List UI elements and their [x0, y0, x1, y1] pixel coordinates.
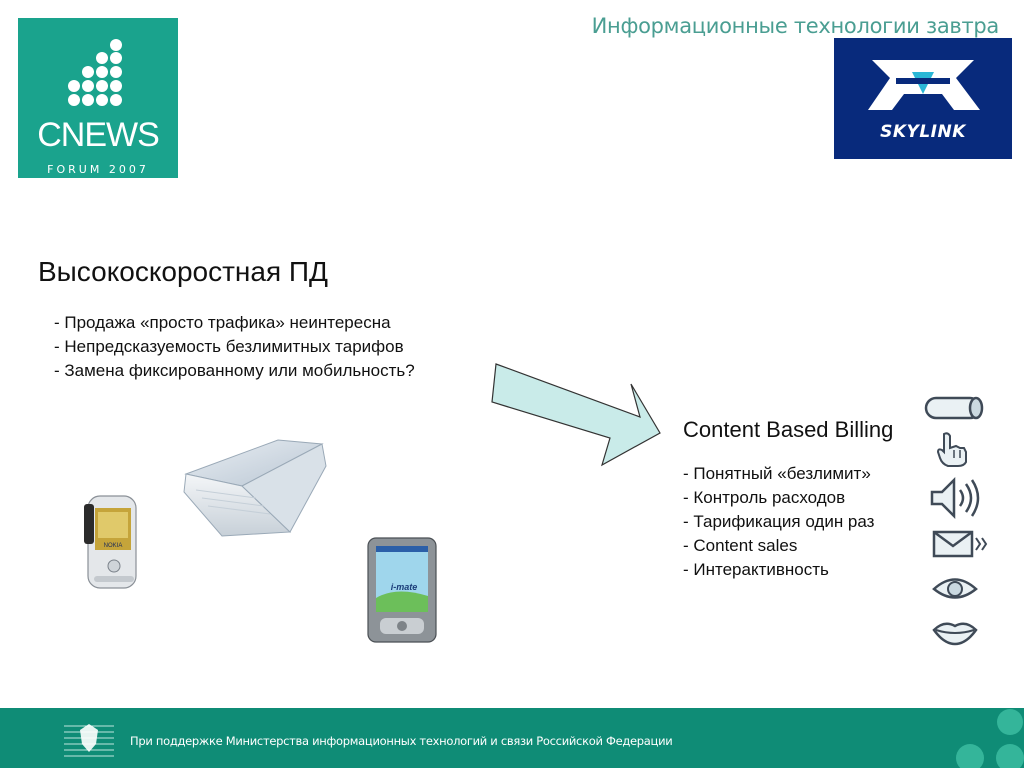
left-heading: Высокоскоростная ПД — [38, 256, 328, 287]
list-item: - Непредсказуемость безлимитных тарифов — [54, 337, 404, 356]
cnews-dots-graphic — [18, 18, 178, 118]
left-bullet-list — [54, 311, 415, 383]
hand-pointer-icon — [930, 430, 974, 470]
right-heading: Content Based Billing — [683, 417, 894, 442]
arrow-right-graphic — [490, 360, 670, 470]
footer-dots-decoration — [950, 708, 1024, 768]
laptop-image — [182, 436, 328, 540]
list-item: - Интерактивность — [683, 560, 829, 579]
right-bullet-list — [683, 462, 874, 582]
skylink-logo-name: SKYLINK — [880, 122, 966, 142]
speaker-icon — [928, 476, 984, 520]
list-item: - Контроль расходов — [683, 488, 846, 507]
footer-text: При поддержке Министерства информационных технологий и связи Российской Федерации — [130, 734, 673, 748]
pda-brand-label: i-mate — [390, 582, 418, 592]
lips-icon — [930, 616, 980, 648]
pda-image — [366, 536, 438, 644]
cylinder-icon — [920, 390, 990, 430]
ministry-emblem-icon — [64, 720, 118, 760]
phone-brand-label: NOKIA — [103, 543, 123, 549]
eye-icon — [930, 574, 980, 604]
skylink-logo — [834, 38, 1012, 159]
mobile-phone-image — [82, 494, 138, 590]
list-item: - Замена фиксированному или мобильность? — [54, 361, 415, 380]
footer-bar — [0, 708, 1024, 768]
list-item: - Продажа «просто трафика» неинтересна — [54, 313, 391, 332]
list-item: - Понятный «безлимит» — [683, 464, 871, 483]
tagline: Информационные технологии завтра — [591, 14, 999, 38]
list-item: - Content sales — [683, 536, 798, 555]
cnews-logo-subtitle: FORUM 2007 — [47, 163, 149, 176]
cnews-logo-name: CNEWS — [37, 116, 159, 154]
list-item: - Тарификация один раз — [683, 512, 875, 531]
cnews-forum-logo — [18, 18, 178, 178]
envelope-icon — [930, 528, 990, 562]
